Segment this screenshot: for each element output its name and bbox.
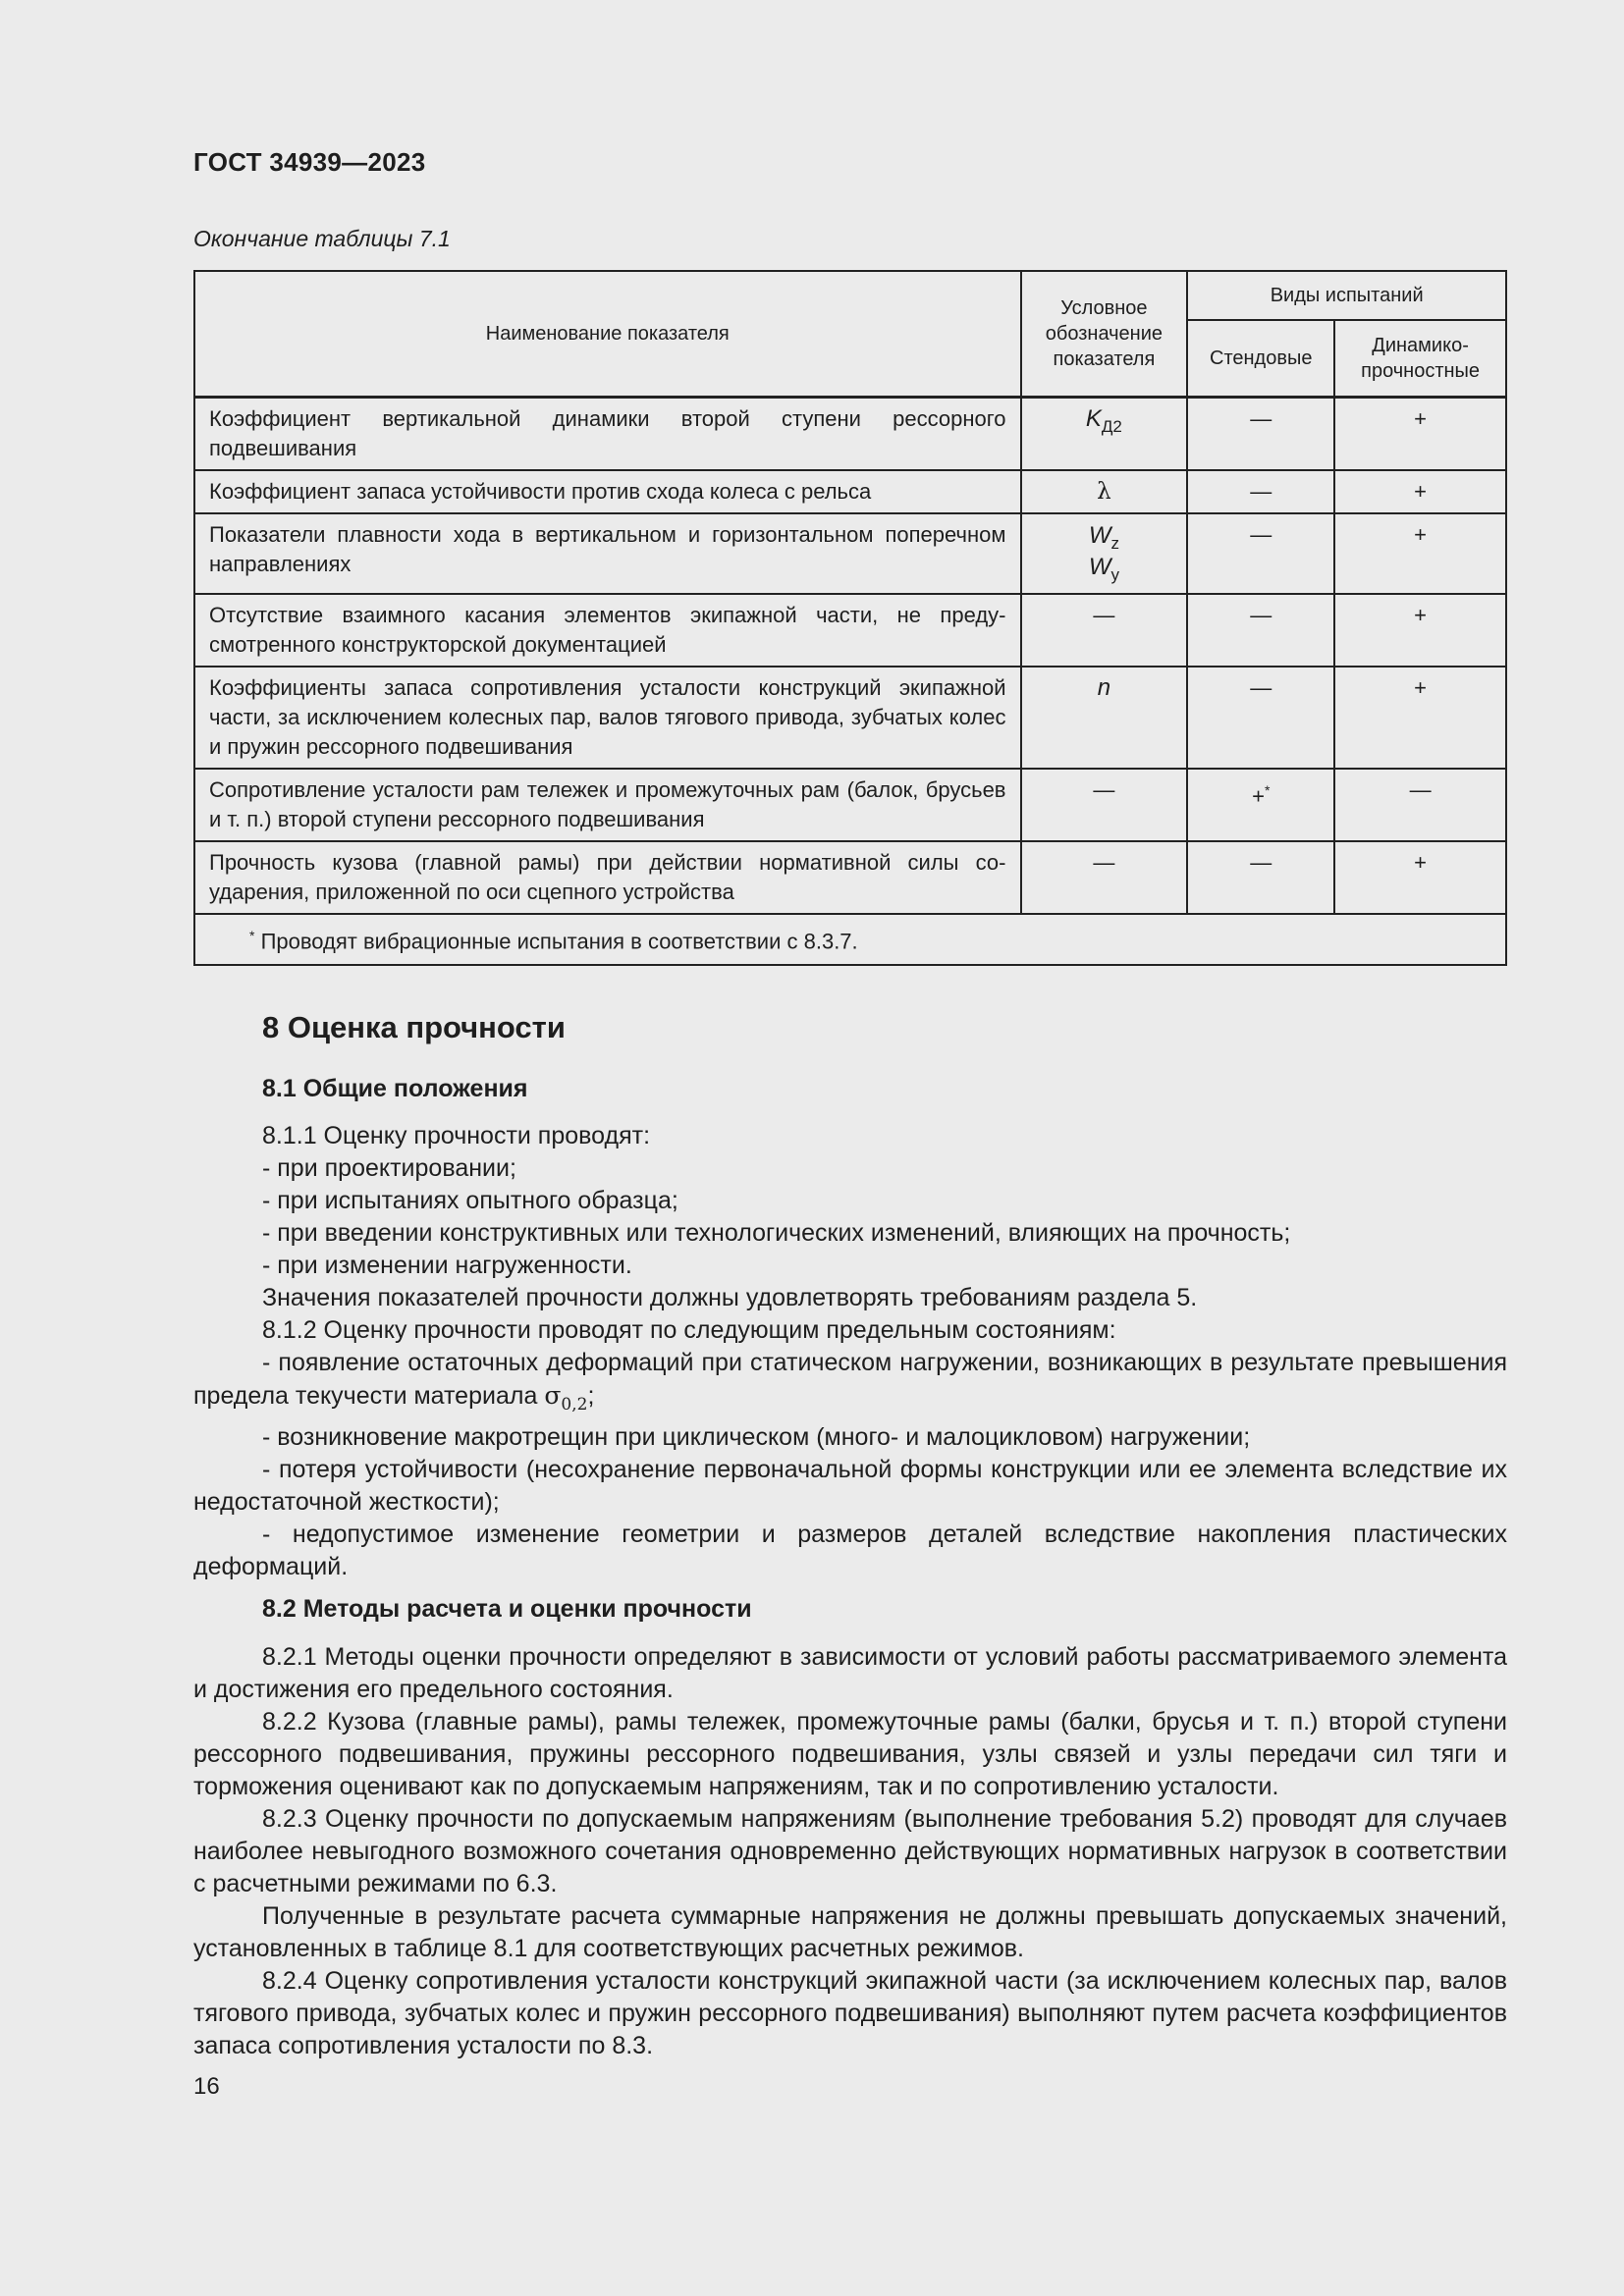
table-footnote-row [194,914,1506,965]
header-symbol: Условное обозначение показателя [1021,271,1188,398]
list-item: - появление остаточных деформаций при статическом нагружении, возникающих в результате превышения предела текучести материала $\sigma_{0,2}$; [193,1349,1507,1415]
header-dynamic: Динамико-прочностные [1334,320,1506,398]
row-bench: +* [1187,769,1334,841]
list-item: - при испытаниях опытного образца; [262,1187,678,1214]
table-row [194,513,1506,594]
paragraph: Значения показателей прочности должны удовлетворять требованиям раздела 5. [262,1284,1198,1311]
row-dynamic: + [1334,398,1506,471]
list-item: - потеря устойчивости (несохранение первоначальной формы конструкции или ее элемента вследствие их недостаточной жесткости); [193,1456,1507,1516]
row-bench: — [1187,513,1334,594]
row-symbol: λ [1021,470,1188,513]
section-8-2-body [193,1641,1507,2062]
list-item: - возникновение макротрещин при циклическом (много- и малоцикловом) нагружении; [262,1423,1251,1451]
row-symbol: — [1021,841,1188,914]
paragraph: Полученные в результате расчета суммарные напряжения не должны превышать допускаемых значений, установленных в таблице 8.1 для соответствующих расчетных режимов. [193,1902,1507,1962]
row-bench: — [1187,470,1334,513]
list-item: - при введении конструктивных или технологических изменений, влияющих на прочность; [262,1219,1291,1247]
row-bench: — [1187,594,1334,667]
table-row [194,769,1506,841]
section-8-title: 8 Оценка прочности [262,1010,566,1044]
header-name: Наименование показателя [194,271,1021,398]
paragraph: 8.1.2 Оценку прочности проводят по следующим предельным состояниям: [262,1316,1116,1344]
table-row [194,470,1506,513]
row-dynamic: + [1334,841,1506,914]
row-bench: — [1187,667,1334,769]
row-dynamic: + [1334,667,1506,769]
row-name: Сопротивление усталости рам тележек и промежуточных рам (балок, брусьев и т. п.) второй ступени рессорного подвешивания [194,769,1021,841]
table-caption: Окончание таблицы 7.1 [193,226,451,251]
table-footnote: * Проводят вибрационные испытания в соответствии с 8.3.7. [194,914,1506,965]
paragraph: 8.2.2 Кузова (главные рамы), рамы тележек, промежуточные рамы (балки, брусья и т. п.) второй ступени рессорного подвешивания, пружины рессорного подвешивания, узлы связей и узлы передачи сил тяги и торможения оценивают как по допускаемым напряжениям, так и по сопротивлению усталости. [193,1708,1507,1800]
table-row [194,667,1506,769]
table-7-1 [193,270,1507,966]
table-row [194,841,1506,914]
row-symbol: — [1021,769,1188,841]
section-8-1-body [193,1120,1507,1583]
row-symbol: $K_{Д2}$ [1021,398,1188,471]
table-row [194,398,1506,471]
row-dynamic: + [1334,594,1506,667]
row-name: Коэффициент запаса устойчивости против схода колеса с рельса [194,470,1021,513]
row-name: Прочность кузова (главной рамы) при действии нормативной силы соударения, приложенной по оси сцепного устройства [194,841,1021,914]
row-dynamic: + [1334,513,1506,594]
row-bench: — [1187,398,1334,471]
paragraph: 8.2.3 Оценку прочности по допускаемым напряжениям (выполнение требования 5.2) проводят для случаев наиболее невыгодного возможного сочетания одновременно действующих нормативных нагрузок в соответствии с расчетными режимами по 6.3. [193,1805,1507,1897]
standard-header: ГОСТ 34939—2023 [193,147,426,177]
section-8-2-title: 8.2 Методы расчета и оценки прочности [262,1595,752,1623]
paragraph: 8.2.4 Оценку сопротивления усталости конструкций экипажной части (за исключением колесных пар, валов тягового привода, зубчатых колес и пружин рессорного подвешивания) выполняют путем расчета коэффициентов запаса сопротивления усталости по 8.3. [193,1967,1507,2059]
list-item: - при проектировании; [262,1154,516,1182]
row-dynamic: + [1334,470,1506,513]
paragraph: 8.1.1 Оценку прочности проводят: [262,1122,651,1149]
row-dynamic: — [1334,769,1506,841]
header-bench: Стендовые [1187,320,1334,398]
section-8-1-title: 8.1 Общие положения [262,1075,528,1102]
page-number: 16 [193,2073,220,2100]
row-name: Коэффициенты запаса сопротивления усталости конструкций экипажной части, за исключением колесных пар, валов тягового привода, зубчатых колес и пружин рессорного подвешивания [194,667,1021,769]
header-test-types: Виды испытаний [1187,271,1506,320]
list-item: - при изменении нагруженности. [262,1252,632,1279]
list-item: - недопустимое изменение геометрии и размеров деталей вследствие накопления пластических деформаций. [193,1521,1507,1580]
row-symbol: n [1021,667,1188,769]
row-name: Коэффициент вертикальной динамики второй ступени рессорного подвешивания [194,398,1021,471]
paragraph: 8.2.1 Методы оценки прочности определяют в зависимости от условий работы рассматриваемого элемента и достижения его предельного состояния. [193,1643,1507,1703]
row-symbol: — [1021,594,1188,667]
row-bench: — [1187,841,1334,914]
row-name: Показатели плавности хода в вертикальном и горизонтальном поперечном направлениях [194,513,1021,594]
row-name: Отсутствие взаимного касания элементов экипажной части, не предусмотренного конструкторской документацией [194,594,1021,667]
row-symbol: $W_z$ $W_y$ [1021,513,1188,594]
table-row [194,594,1506,667]
